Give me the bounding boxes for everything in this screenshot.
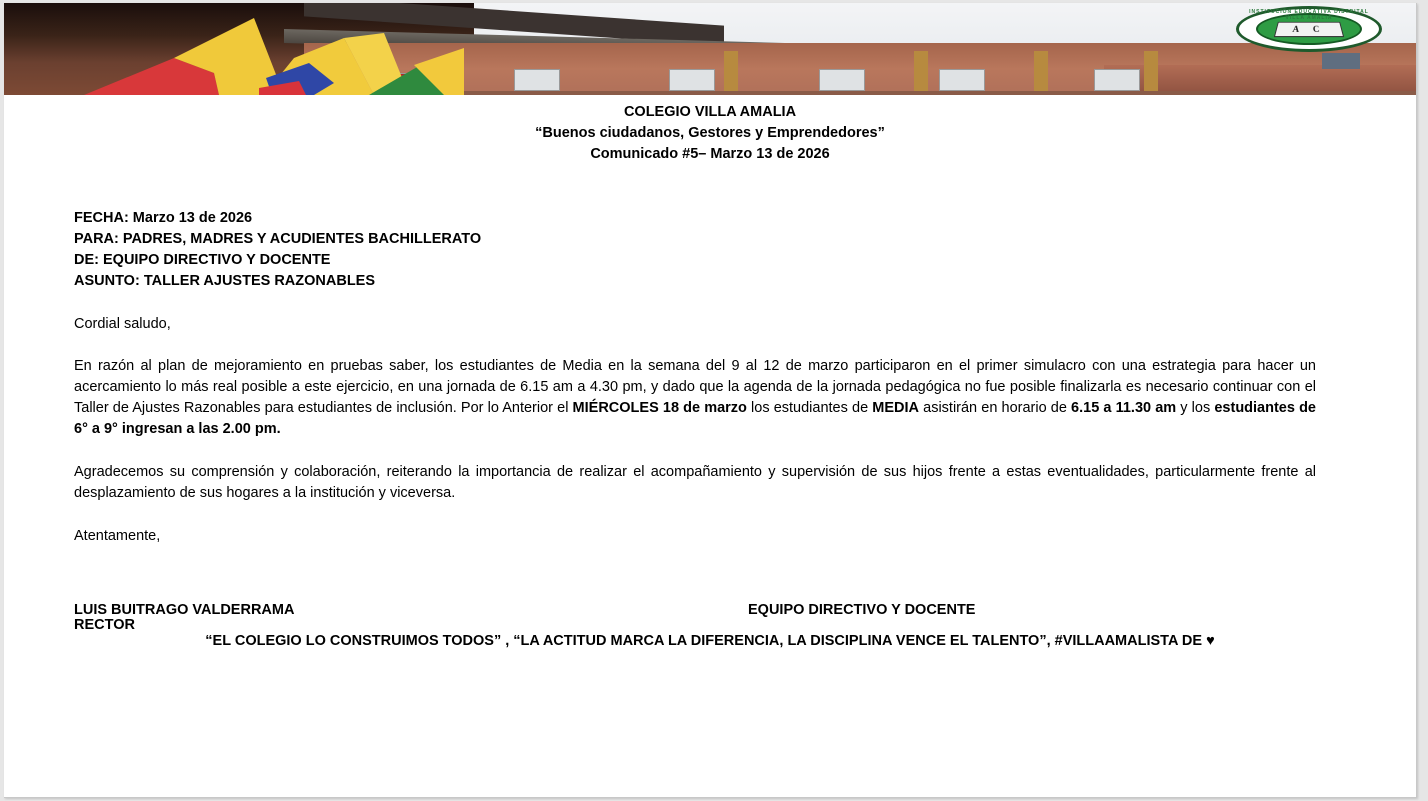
book-icon: A C — [1274, 22, 1344, 37]
flags-image — [44, 3, 464, 95]
signature-right-name: EQUIPO DIRECTIVO Y DOCENTE — [748, 602, 976, 618]
memo-fecha: FECHA: Marzo 13 de 2026 — [74, 210, 253, 226]
body-paragraph-1: En razón al plan de mejoramiento en pruebas saber, los estudiantes de Media en la semana del 9 al 12 de marzo participaron en el primer simulacro con una estrategia para hacer un acercamiento lo más real posible a este ejercicio, en una jornada de 6.15 am a 4.30 pm, y dado que la agenda de la jornada pedagógica no fue posible finalizarla es necesario continuar con el Taller de Ajustes Razonables para estudiantes de inclusión. Por lo Anterior el MIÉRCOLES 18 de marzo los estudiantes de MEDIA asistirán en horario de 6.15 a 11.30 am y los estudiantes de 6° a 9° ingresan a las 2.00 pm. — [74, 358, 1316, 437]
greeting: Cordial saludo, — [74, 316, 171, 332]
date-highlight: MIÉRCOLES 18 de marzo — [572, 400, 747, 416]
footer-motto: “EL COLEGIO LO CONSTRUIMOS TODOS” , “LA ACTITUD MARCA LA DIFERENCIA, LA DISCIPLINA VENCE EL TALENTO”, #VILLAAMALISTA DE ♥ — [205, 633, 1215, 649]
memo-de: DE: EQUIPO DIRECTIVO Y DOCENTE — [74, 252, 331, 268]
closing: Atentamente, — [74, 528, 161, 544]
memo-para: PARA: PADRES, MADRES Y ACUDIENTES BACHILLERATO — [74, 231, 482, 247]
schedule-highlight: 6.15 a 11.30 am — [1071, 400, 1177, 416]
grades-schedule-highlight: estudiantes de 6° a 9° ingresan a las 2.00 pm. — [74, 400, 1316, 437]
header-banner-image — [4, 3, 1416, 95]
body-paragraph-2: Agradecemos su comprensión y colaboración, reiterando la importancia de realizar el acompañamiento y supervisión de sus hijos frente a estas eventualidades, particularmente frente al desplazamiento de sus hogares a la institución y viceversa. — [74, 464, 1316, 501]
logo-ring-text: INSTITUCIÓN EDUCATIVA DISTRITAL VILLA AMALIA — [1249, 9, 1369, 21]
signature-left-title: RECTOR — [74, 617, 135, 633]
memo-asunto: ASUNTO: TALLER AJUSTES RAZONABLES — [74, 273, 376, 289]
school-name: COLEGIO VILLA AMALIA — [623, 104, 797, 120]
media-highlight: MEDIA — [872, 400, 919, 416]
school-slogan: “Buenos ciudadanos, Gestores y Emprendedores” — [535, 125, 885, 141]
signature-left-name: LUIS BUITRAGO VALDERRAMA — [74, 602, 295, 618]
school-logo — [1236, 6, 1382, 52]
document-page — [4, 3, 1417, 798]
communique-title: Comunicado #5– Marzo 13 de 2026 — [590, 146, 830, 162]
